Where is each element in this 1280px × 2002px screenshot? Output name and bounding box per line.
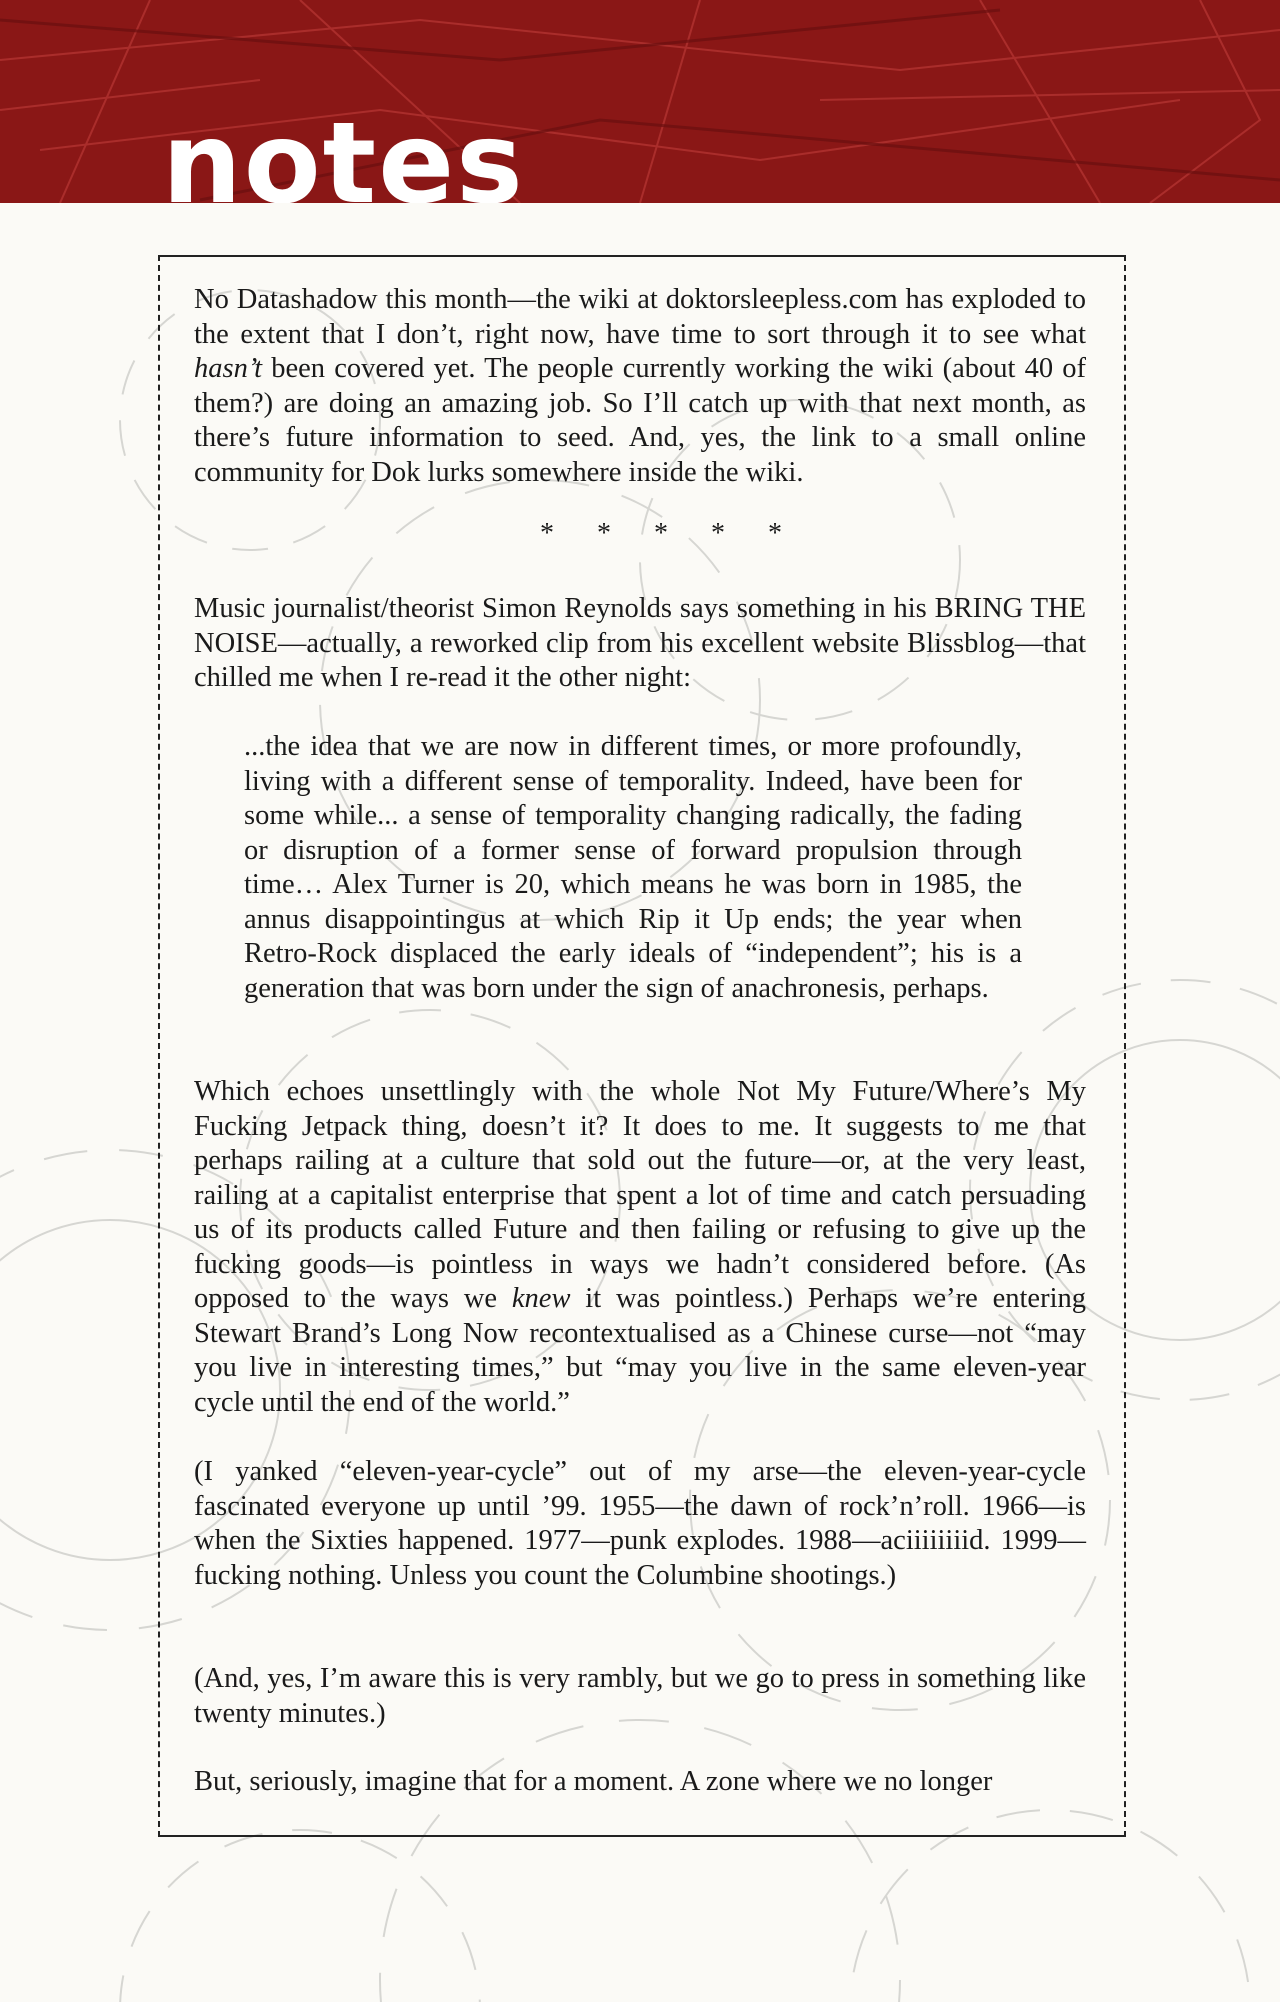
section-separator: * * * * * — [540, 518, 800, 549]
text-frame — [158, 255, 1126, 1837]
paragraph-echoes: Which echoes unsettlingly with the whole Not My Future/Where’s My Fucking Jetpack thing, doesn’t it? It does to me. It suggests to me that perhaps railing at a culture that sold out the future—or, at the very least, railing at a capitalist enterprise that spent a lot of time and catch persuading us of its products called Future and then failing or refusing to give up the fucking goods—is pointless in ways we hadn’t considered before. (As opposed to the ways we knew it was pointless.) Perhaps we’re entering Stewart Brand’s Long Now recontextualised as a Chinese curse—not “may you live in interesting times,” but “may you live in the same eleven-year cycle until the end of the world.” — [194, 1076, 1086, 1418]
header-band — [0, 0, 1280, 203]
paragraph-imagine: But, seriously, imagine that for a moment. A zone where we no longer — [194, 1766, 993, 1797]
paragraph-reynolds: Music journalist/theorist Simon Reynolds says something in his BRING THE NOISE—actually, a reworked clip from his excellent website Blissblog—that chilled me when I re-read it the other night: — [194, 593, 1086, 693]
paragraph-eleven-year-cycle: (I yanked “eleven-year-cycle” out of my arse—the eleven-year-cycle fascinated everyone up until ’99. 1955—the dawn of rock’n’roll. 1966—is when the Sixties happened. 1977—punk explodes. 1988—aciiiiiiiid. 1999—fucking nothing. Unless you count the Columbine shootings.) — [194, 1456, 1086, 1591]
paragraph-intro: No Datashadow this month—the wiki at doktorsleepless.com has exploded to the extent that I don’t, right now, have time to sort through it to see what hasn’t been covered yet. The people currently working the wiki (about 40 of them?) are doing an amazing job. So I’ll catch up with that next month, as there’s future information to seed. And, yes, the link to a small online community for Dok lurks somewhere inside the wiki. — [194, 284, 1086, 488]
page-title: notes — [162, 108, 525, 203]
paragraph-rambly: (And, yes, I’m aware this is very rambly, but we go to press in something like twenty minutes.) — [194, 1663, 1086, 1729]
block-quote: ...the idea that we are now in different times, or more profoundly, living with a different sense of temporality. Indeed, have been for some while... a sense of temporality changing radically, the fading or disruption of a former sense of forward propulsion through time… Alex Turner is 20, which means he was born in 1985, the annus disappointingus at which Rip it Up ends; the year when Retro-Rock displaced the early ideals of “independent”; his is a generation that was born under the sign of anachronesis, perhaps. — [244, 731, 1022, 1004]
